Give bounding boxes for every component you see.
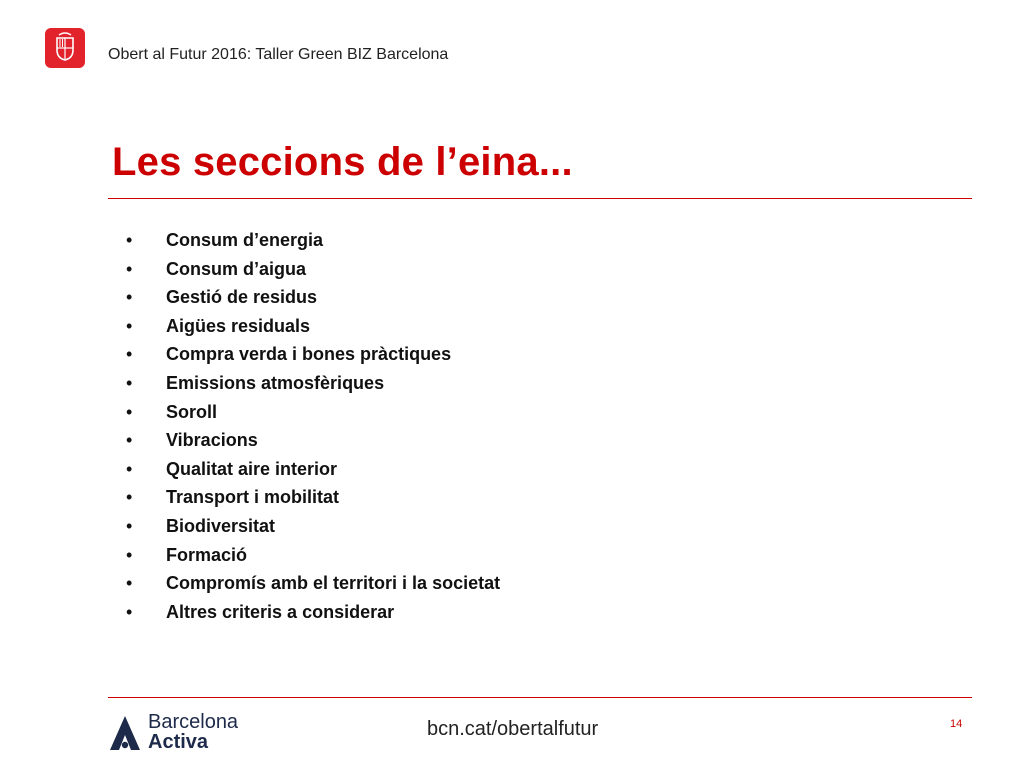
- bullet-icon: •: [126, 601, 133, 622]
- sections-list: [126, 226, 500, 626]
- bullet-icon: •: [126, 315, 133, 336]
- barcelona-activa-logo-line1: Barcelona: [148, 711, 239, 733]
- list-item: [126, 598, 500, 627]
- bullet-icon: •: [126, 401, 133, 422]
- list-item: [126, 398, 500, 427]
- list-item: [126, 340, 500, 369]
- bullet-icon: •: [126, 458, 133, 479]
- list-item-text: Transport i mobilitat: [166, 487, 340, 508]
- list-item-text: Compromís amb el territori i la societat: [166, 573, 501, 594]
- list-item-text: Aigües residuals: [166, 315, 311, 336]
- list-item: [126, 369, 500, 398]
- barcelona-activa-logo-line2: Activa: [148, 731, 209, 753]
- list-item-text: Altres criteris a considerar: [166, 601, 395, 622]
- list-item-text: Consum d’energia: [166, 230, 324, 250]
- bullet-icon: •: [126, 544, 133, 565]
- list-item: [126, 312, 500, 341]
- list-item-text: Qualitat aire interior: [166, 458, 338, 479]
- list-item-text: Vibracions: [166, 430, 258, 451]
- bullet-icon: •: [126, 258, 133, 279]
- bullet-icon: •: [126, 487, 133, 508]
- list-item: [126, 255, 500, 284]
- list-item-text: Soroll: [166, 401, 218, 422]
- bullet-icon: •: [126, 372, 133, 393]
- list-item: [126, 483, 500, 512]
- title-divider: [108, 198, 972, 199]
- list-item: [126, 512, 500, 541]
- page-number: 14: [950, 718, 963, 730]
- list-item: [126, 541, 500, 570]
- bullet-icon: •: [126, 230, 133, 250]
- slide-title: Les seccions de l’eina...: [112, 140, 573, 184]
- list-item: [126, 226, 500, 255]
- bullet-icon: •: [126, 344, 133, 365]
- footer-divider: [108, 697, 972, 698]
- list-item: [126, 283, 500, 312]
- list-item-text: Biodiversitat: [166, 515, 276, 536]
- bullet-icon: •: [126, 287, 133, 308]
- list-item: [126, 426, 500, 455]
- barcelona-activa-logo: [108, 712, 238, 752]
- bullet-icon: •: [126, 515, 133, 536]
- barcelona-activa-a-icon: [108, 714, 142, 752]
- list-item-text: Gestió de residus: [166, 287, 318, 308]
- bullet-icon: •: [126, 573, 133, 594]
- footer-url[interactable]: bcn.cat/obertalfutur: [427, 718, 599, 740]
- list-item-text: Formació: [166, 544, 248, 565]
- list-item: [126, 569, 500, 598]
- list-item-text: Consum d’aigua: [166, 258, 307, 279]
- bullet-icon: •: [126, 430, 133, 451]
- ajuntament-barcelona-shield-icon: [45, 28, 85, 68]
- list-item-text: Compra verda i bones pràctiques: [166, 344, 452, 365]
- list-item-text: Emissions atmosfèriques: [166, 372, 385, 393]
- header-text: Obert al Futur 2016: Taller Green BIZ Barcelona: [108, 46, 449, 63]
- list-item: [126, 455, 500, 484]
